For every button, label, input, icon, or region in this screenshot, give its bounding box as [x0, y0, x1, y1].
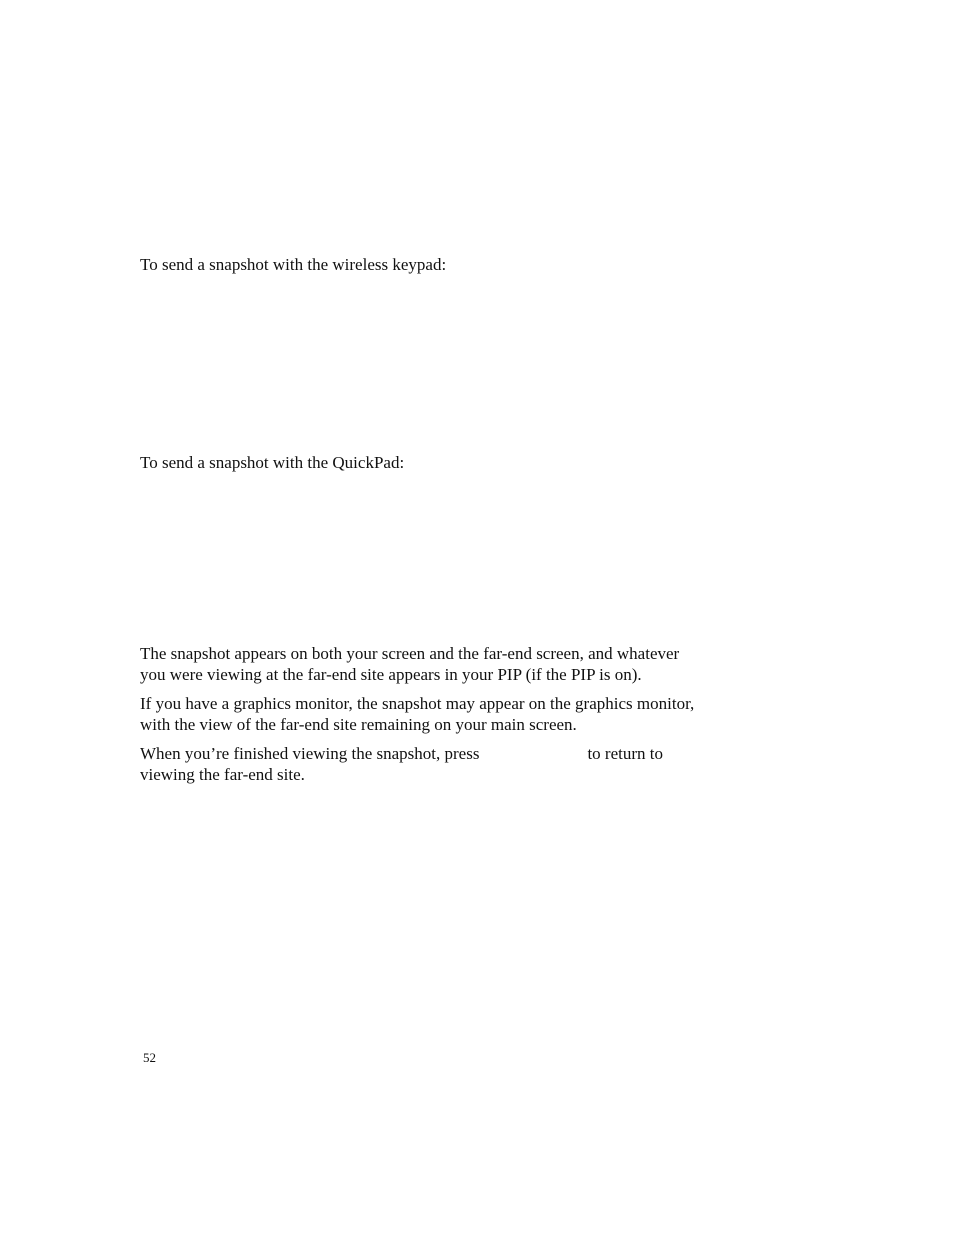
quickpad-intro: To send a snapshot with the QuickPad: [140, 453, 405, 472]
wireless-keypad-intro: To send a snapshot with the wireless keypad: [140, 255, 447, 274]
snapshot-description-line-2: you were viewing at the far-end site appears in your PIP (if the PIP is on). [140, 665, 642, 684]
snapshot-description-paragraph [140, 643, 679, 685]
page-number: 52 [143, 1050, 156, 1065]
finished-viewing-paragraph [140, 743, 663, 785]
graphics-monitor-line-2: with the view of the far-end site remaining on your main screen. [140, 715, 577, 734]
finished-viewing-line-2: viewing the far-end site. [140, 765, 305, 784]
finished-viewing-before-gap: When you’re finished viewing the snapshot, press [140, 744, 480, 763]
graphics-monitor-paragraph [140, 693, 694, 735]
graphics-monitor-line-1: If you have a graphics monitor, the snapshot may appear on the graphics monitor, [140, 694, 695, 713]
finished-viewing-line-1 [140, 743, 663, 764]
snapshot-description-line-1: The snapshot appears on both your screen and the far-end screen, and whatever [140, 644, 680, 663]
finished-viewing-after-gap: to return to [587, 744, 663, 763]
